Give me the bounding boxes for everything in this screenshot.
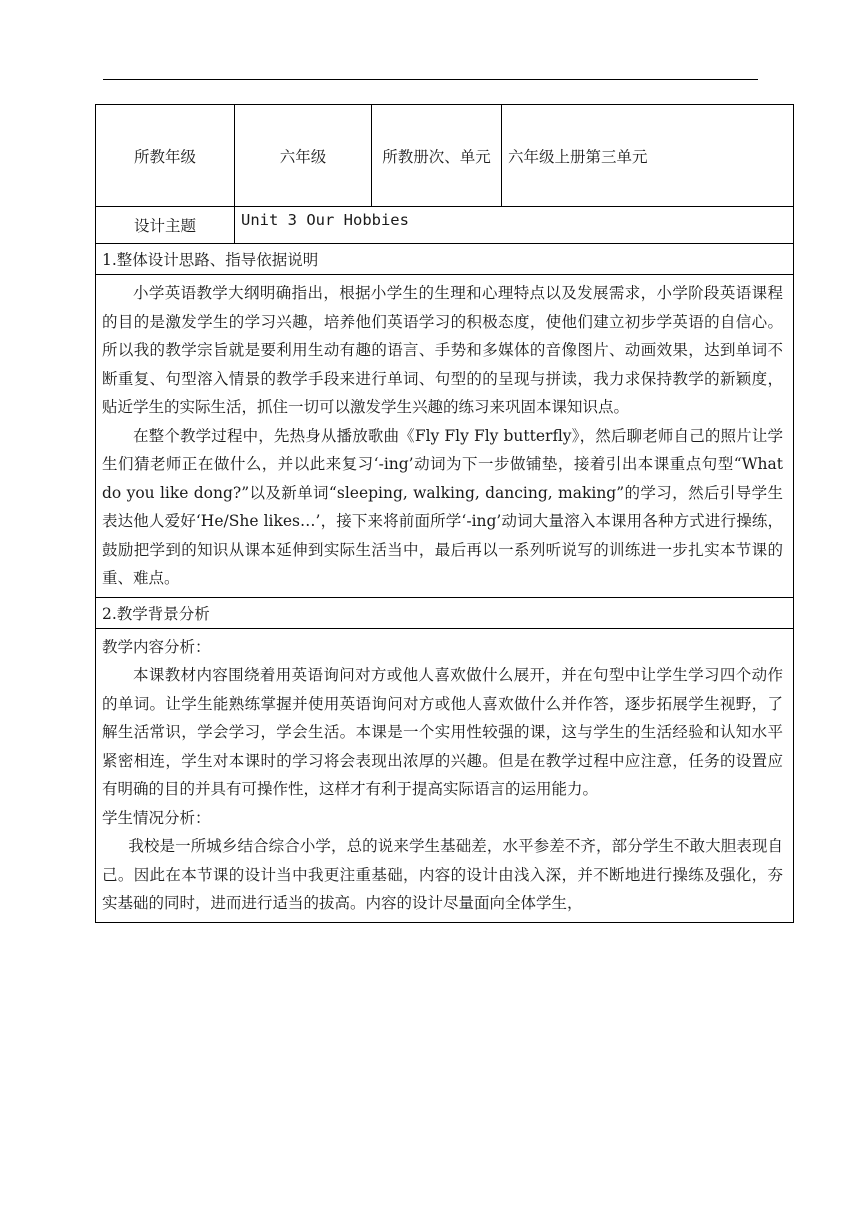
grade-value: 六年级 bbox=[235, 105, 372, 207]
section1-title-row bbox=[96, 244, 794, 275]
volume-value: 六年级上册第三单元 bbox=[502, 105, 794, 207]
section2-title: 2.教学背景分析 bbox=[96, 597, 794, 628]
section1-paragraph-1: 小学英语教学大纲明确指出，根据小学生的生理和心理特点以及发展需求，小学阶段英语课程的目的是激发学生的学习兴趣，培养他们英语学习的积极态度，使他们建立初步学英语的自信心。所以我的教学宗旨就是要利用生动有趣的语言、手势和多媒体的音像图片、动画效果，达到单词不断重复、句型溶入情景的教学手段来进行单词、句型的的呈现与拼读，我力求保持教学的新颖度，贴近学生的实际生活，抓住一切可以激发学生兴趣的练习来巩固本课知识点。 bbox=[102, 284, 783, 416]
student-analysis-paragraph: 我校是一所城乡结合综合小学，总的说来学生基础差，水平参差不齐，部分学生不敢大胆表现自己。因此在本节课的设计当中我更注重基础，内容的设计由浅入深，并不断地进行操练及强化，夯实基础的同时，进而进行适当的拔高。内容的设计尽量面向全体学生， bbox=[102, 837, 783, 912]
section1-paragraph-2: 在整个教学过程中，先热身从播放歌曲《Fly Fly Fly butterfly》，然后聊老师自己的照片让学生们猜老师正在做什么，并以此来复习‘-ing’动词为下一步做铺垫，接着引出本课重点句型“What do you like dong?”以及新单词“sleeping, walking, dancing, making”的学习，然后引导学生表达他人爱好‘He/She likes…’，接下来将前面所学‘-ing’动词大量溶入本课用各种方式进行操练，鼓励把学到的知识从课本延伸到实际生活当中，最后再以一系列听说写的训练进一步扎实本节课的重、难点。 bbox=[102, 426, 783, 587]
content-analysis-paragraph: 本课教材内容围绕着用英语询问对方或他人喜欢做什么展开，并在句型中让学生学习四个动作的单词。让学生能熟练掌握并使用英语询问对方或他人喜欢做什么并作答，逐步拓展学生视野，了解生活常识，学会学习，学会生活。本课是一个实用性较强的课，这与学生的生活经验和认知水平紧密相连，学生对本课时的学习将会表现出浓厚的兴趣。但是在教学过程中应注意，任务的设置应有明确的目的并具有可操作性，这样才有利于提高实际语言的运用能力。 bbox=[102, 666, 783, 798]
content-analysis-label: 教学内容分析： bbox=[102, 637, 211, 656]
lesson-plan-table bbox=[95, 104, 794, 923]
section2-body-row bbox=[96, 628, 794, 922]
section2-body bbox=[96, 628, 794, 922]
grade-label: 所教年级 bbox=[96, 105, 235, 207]
section2-title-row bbox=[96, 597, 794, 628]
theme-row bbox=[96, 207, 794, 244]
grade-row bbox=[96, 105, 794, 207]
section1-body bbox=[96, 275, 794, 598]
section1-body-row bbox=[96, 275, 794, 598]
section1-title: 1.整体设计思路、指导依据说明 bbox=[96, 244, 794, 275]
volume-label: 所教册次、单元 bbox=[372, 105, 502, 207]
theme-label: 设计主题 bbox=[96, 207, 235, 244]
theme-value: Unit 3 Our Hobbies bbox=[235, 207, 794, 244]
student-analysis-label: 学生情况分析： bbox=[102, 808, 211, 827]
header-rule bbox=[103, 79, 758, 80]
